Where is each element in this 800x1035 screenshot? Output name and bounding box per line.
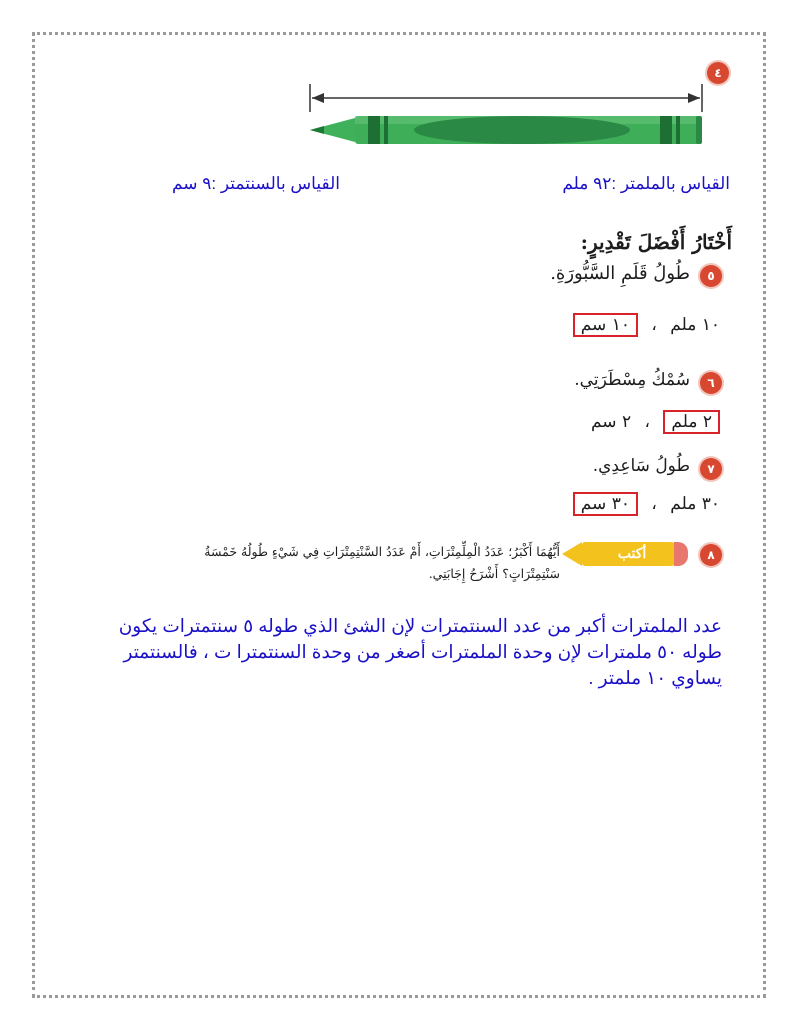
pencil-tip-icon	[562, 542, 582, 566]
write-label-pencil	[582, 542, 682, 566]
q6-separator: ،	[644, 412, 650, 432]
crayon-icon	[310, 116, 702, 144]
question-4-number: ٤	[714, 66, 722, 80]
question-5-number: ٥	[707, 269, 715, 283]
question-7-text: طُولُ سَاعِدِي.	[592, 456, 690, 476]
q5-separator: ،	[651, 315, 657, 335]
q7-option-mm: ٣٠ ملم	[670, 494, 720, 514]
question-5-options	[420, 313, 720, 337]
question-6-number: ٦	[707, 376, 715, 390]
q6-option-mm-selected: ٢ ملم	[663, 410, 720, 434]
question-5-badge	[700, 265, 722, 287]
crayon-measure-illustration	[300, 80, 720, 160]
mm-measure-label: القياس بالملمتر :٩٢ ملم	[562, 174, 730, 193]
question-7-options	[420, 492, 720, 516]
question-8-line-1: أَيُّهُمَا أَكْبَرُ؛ عَدَدُ الْمِلِّمِتْرَاتِ، أَمْ عَدَدُ السَّنْتِمِتْرَاتِ فِي شَيْءٍ طُولُهُ خَمْسَةُ	[204, 544, 560, 559]
question-8-line-2: سَنْتِمِتْرَاتٍ؟ أَشْرَحُ إِجَابَتِي.	[428, 566, 560, 581]
question-8-number: ٨	[707, 548, 715, 562]
question-7-badge	[700, 458, 722, 480]
question-6-options	[420, 410, 720, 434]
q5-option-mm: ١٠ ملم	[670, 315, 720, 335]
write-label-text: أكتب	[617, 546, 647, 562]
cm-measure-label: القياس بالسنتمتر :٩ سم	[171, 174, 340, 193]
answer-paragraph: عدد الملمترات أكبر من عدد السنتمترات لإن الشئ الذي طوله ٥ سنتمترات يكون طوله ٥٠ ملمترات لإن وحدة الملمترات أصغر من وحدة السنتمترا ت ، فالسنتمتر يساوي ١٠ ملمتر .	[118, 615, 722, 688]
question-8-badge	[700, 544, 722, 566]
q7-option-cm-selected: ٣٠ سم	[573, 492, 638, 516]
question-6-badge	[700, 372, 722, 394]
question-7-number: ٧	[707, 462, 715, 476]
question-6-text: سُمْكُ مِسْطَرَتِي.	[574, 370, 690, 390]
q6-option-cm: ٢ سم	[590, 412, 632, 432]
measure-line	[310, 84, 702, 112]
q5-option-cm-selected: ١٠ سم	[573, 313, 638, 337]
choose-heading: أَخْتَارُ أَفْضَلَ تَقْدِيرٍ:	[580, 230, 732, 254]
question-5-text: طُولُ قَلَمِ السَّبُّورَةِ.	[550, 263, 690, 284]
q7-separator: ،	[651, 494, 657, 514]
